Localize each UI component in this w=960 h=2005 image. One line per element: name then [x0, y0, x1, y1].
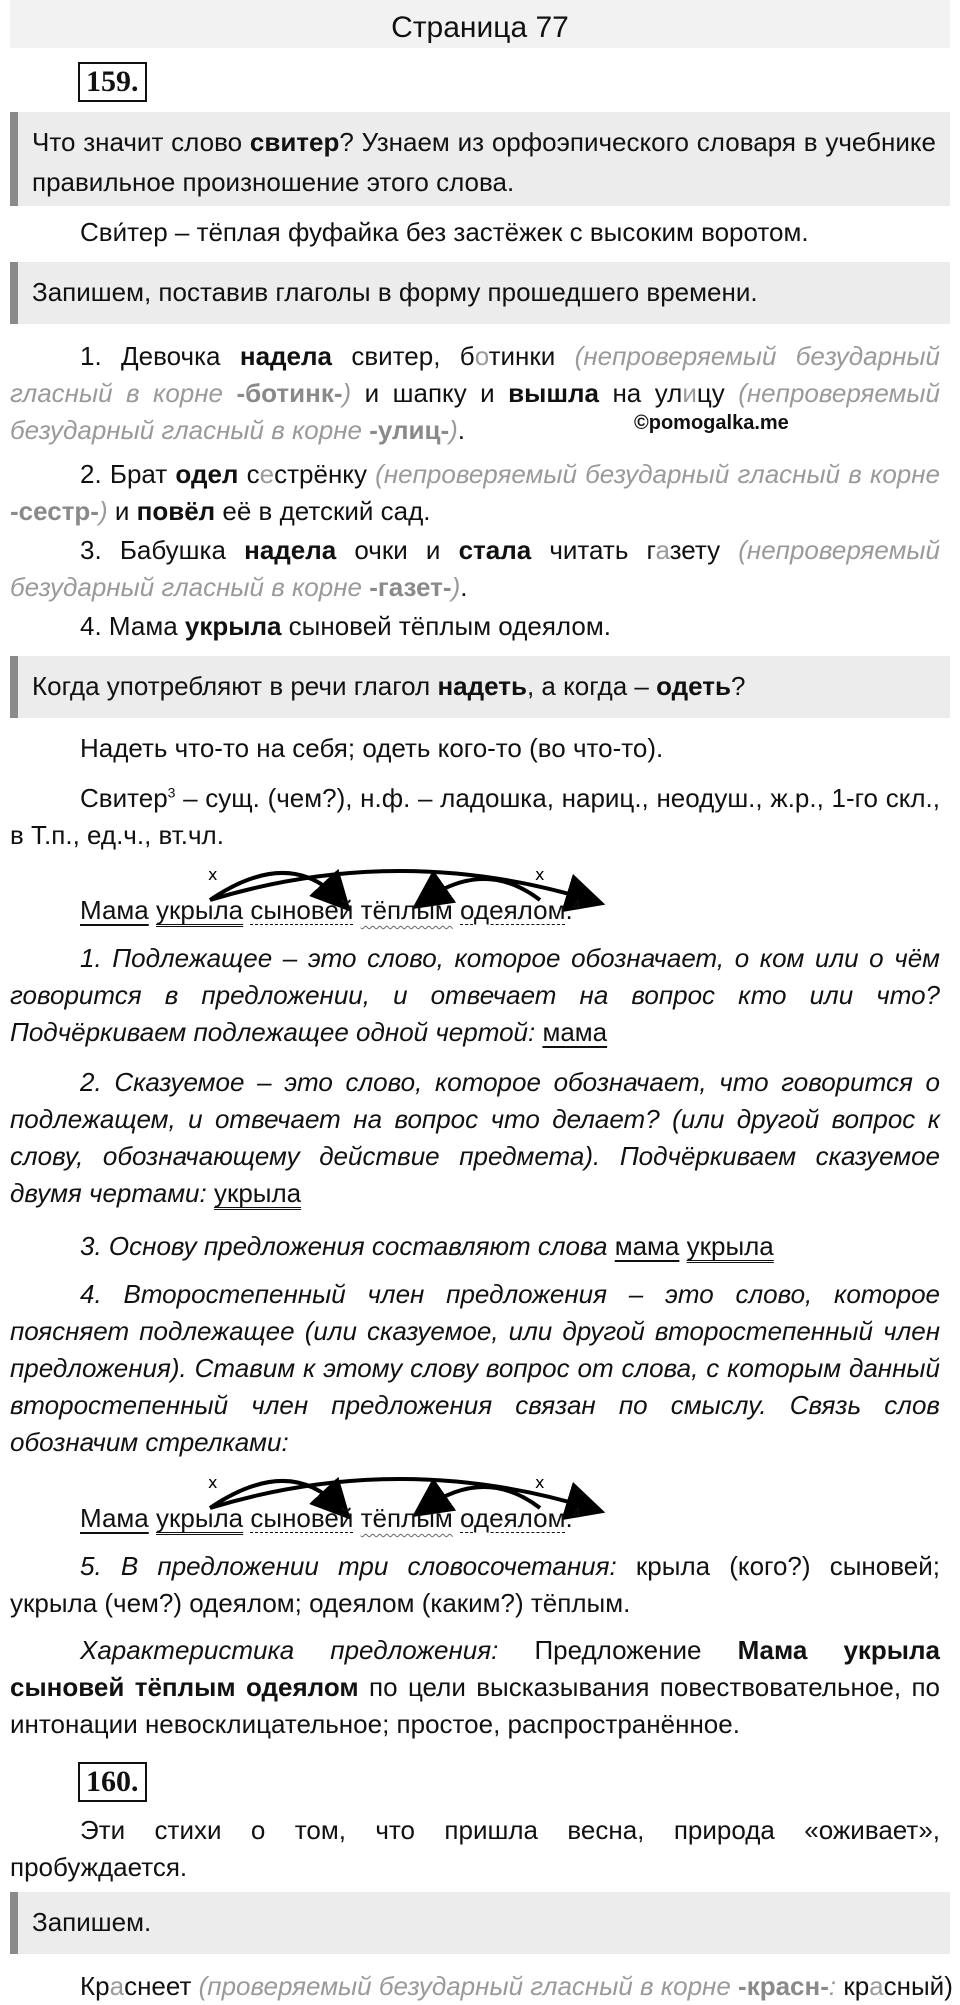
sentence-4: 4. Мама укрыла сыновей тёплым одеялом. — [80, 611, 611, 641]
svg-text:x: x — [208, 865, 218, 884]
question-band-3: Когда употребляют в речи глагол надеть, а когда – одеть? — [10, 656, 950, 718]
rule-3: 3. Основу предложения составляют слова мама укрыла — [80, 1231, 774, 1261]
question-band-1: Что значит слово свитер? Узнаем из орфоэпического словаря в учебнике правильное произношение этого слова. — [10, 112, 950, 206]
sentence-2: 2. Брат одел сестрёнку (непроверяемый безударный гласный в корне -сестр-) и повёл её в детский сад. — [10, 459, 941, 526]
answer-paragraph: Надеть что-то на себя; одеть кого-то (во что-то). — [80, 733, 664, 763]
svg-text:x: x — [535, 1473, 545, 1492]
rule-2: 2. Сказуемое – это слово, которое обозначает, что говорится о подлежащем, и отвечает на вопрос что делает? (или другой вопрос к слову, обозначающему действие предмета). Подчёркиваем сказуемое двумя чертами: укрыла — [10, 1067, 940, 1208]
definition-paragraph: Сви́тер – тёплая фуфайка без застёжек с высоким воротом. — [80, 217, 809, 247]
question-band-2: Запишем, поставив глаголы в форму прошедшего времени. — [10, 262, 950, 324]
page-title: Страница 77 — [391, 11, 569, 44]
task-160-text: Эти стихи о том, что пришла весна, природа «оживает», пробуждается. — [10, 1815, 940, 1882]
diagram-sentence-2: Мама укрыла сыновей тёплым одеялом.$^4$ — [80, 1503, 581, 1533]
sentence-diagram-1 — [70, 852, 690, 932]
sentence-diagram-2 — [70, 1460, 690, 1540]
sentence-1: 1. Девочка надела свитер, ботинки (непроверяемый безударный гласный в корне -ботинк-) и шапку и вышла на улицу (непроверяемый безударный гласный в корне -улиц-). — [10, 341, 940, 445]
sentence-3: 3. Бабушка надела очки и стала читать газету (непроверяемый безударный гласный в корне -газет-). — [10, 535, 940, 602]
rule-5: 5. В предложении три словосочетания: крыла (кого?) сыновей; укрыла (чем?) одеялом; одеялом (каким?) тёплым. — [10, 1551, 940, 1618]
task-number-159: 159. — [78, 62, 147, 102]
diagram-sentence-1: Мама укрыла сыновей тёплым одеялом.$^4$ — [80, 895, 581, 925]
morphology-paragraph: Свитер$^3$ – сущ. (чем?), н.ф. – ладошка, нариц., неодуш., ж.р., 1-го скл., в Т.п., ед.ч., вт.чл. — [10, 783, 940, 850]
sentence-characteristic: Характеристика предложения: Предложение Мама укрыла сыновей тёплым одеялом по цели высказывания повествовательное, по интонации невосклицательное; простое, распространённое. — [10, 1635, 940, 1739]
watermark: ©pomogalka.me — [634, 412, 789, 434]
rule-4: 4. Второстепенный член предложения – это слово, которое поясняет подлежащее (или сказуемое, или другой второстепенный член предложения). Ставим к этому слову вопрос от слова, с которым данный второстепенный член предложения связан по смыслу. Связь слов обозначим стрелками: — [10, 1279, 940, 1457]
svg-text:x: x — [535, 865, 545, 884]
svg-text:x: x — [208, 1473, 218, 1492]
task-number-160: 160. — [78, 1762, 147, 1802]
question-band-4: Запишем. — [10, 1892, 950, 1954]
page-header — [10, 0, 950, 48]
rule-1: 1. Подлежащее – это слово, которое обозначает, о ком или о чём говорится в предложении, и отвечает на вопрос кто или что? Подчёркиваем подлежащее одной чертой: мама — [10, 943, 940, 1047]
task-160-last-line: Краснеет (проверяемый безударный гласный в корне -красн-: красный) — [80, 1971, 953, 2001]
